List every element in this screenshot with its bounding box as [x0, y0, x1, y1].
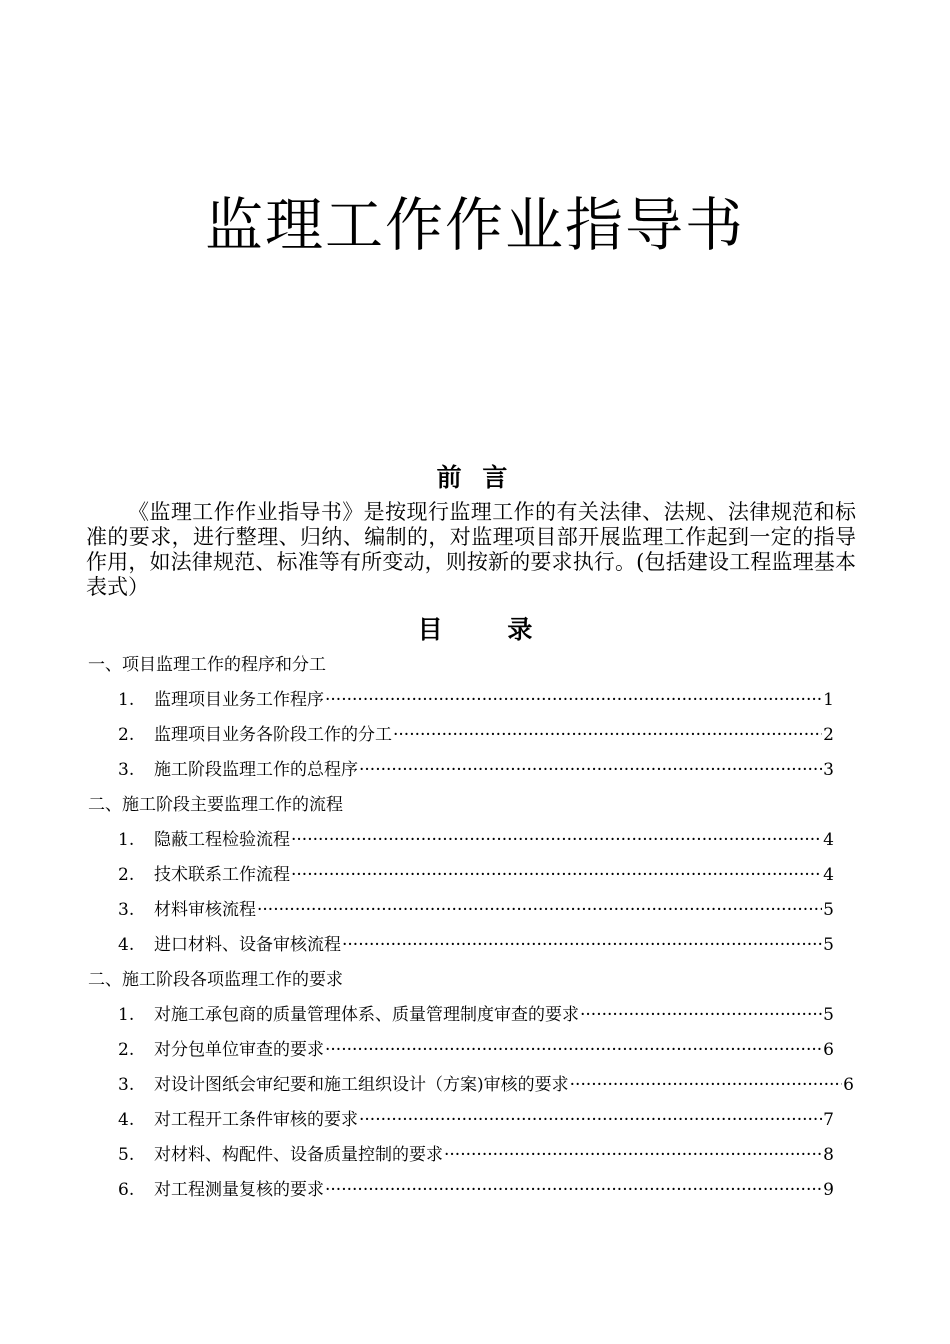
toc-entry-number: 4.	[118, 935, 135, 955]
toc-dot-leader	[359, 1103, 822, 1138]
toc-entry[interactable]	[88, 1033, 834, 1068]
toc-entry-label: 进口材料、设备审核流程	[154, 935, 341, 955]
toc-entry[interactable]	[88, 718, 834, 753]
toc-entry-number: 1.	[118, 690, 135, 710]
preface-heading: 前 言	[436, 463, 514, 492]
toc-entry-number: 6.	[118, 1180, 135, 1200]
toc-entry-number: 3.	[118, 760, 135, 780]
toc-entry-page: 3	[823, 760, 834, 780]
toc-entry-page: 6	[843, 1075, 854, 1095]
toc-entry-number: 4.	[118, 1110, 135, 1130]
toc-dot-leader	[291, 858, 822, 893]
toc-dot-leader	[570, 1068, 843, 1103]
toc-entry[interactable]	[88, 1173, 834, 1208]
toc-entry[interactable]	[88, 1138, 834, 1173]
toc-entry[interactable]	[88, 998, 834, 1033]
toc-entry-label: 监理项目业务各阶段工作的分工	[154, 725, 392, 745]
toc-entry-label: 材料审核流程	[154, 900, 256, 920]
toc-entry-page: 5	[823, 900, 834, 920]
toc-entry-number: 2.	[118, 725, 135, 745]
toc-entry-number: 1.	[118, 830, 135, 850]
toc-entry-page: 1	[823, 690, 834, 710]
toc-entry-label: 对设计图纸会审纪要和施工组织设计（方案)审核的要求	[154, 1075, 569, 1095]
toc-dot-leader	[359, 753, 822, 788]
toc-entry[interactable]	[88, 858, 834, 893]
toc-entry-number: 2.	[118, 865, 135, 885]
toc-entry[interactable]	[88, 1068, 854, 1103]
toc-dot-leader	[444, 1138, 822, 1173]
toc-entry[interactable]	[88, 1103, 834, 1138]
toc-entry-label: 对分包单位审查的要求	[154, 1040, 324, 1060]
toc-heading: 目 录	[417, 615, 561, 644]
toc-entry-label: 对施工承包商的质量管理体系、质量管理制度审查的要求	[154, 1005, 579, 1025]
toc-section-title: 一、项目监理工作的程序和分工	[88, 655, 326, 675]
toc-section-title: 二、施工阶段各项监理工作的要求	[88, 970, 343, 990]
toc-dot-leader	[393, 718, 822, 753]
toc-entry-number: 3.	[118, 900, 135, 920]
toc-dot-leader	[342, 928, 822, 963]
toc-entry-label: 对材料、构配件、设备质量控制的要求	[154, 1145, 443, 1165]
table-of-contents	[88, 648, 854, 1208]
toc-dot-leader	[257, 893, 822, 928]
toc-entry-page: 7	[823, 1110, 834, 1130]
toc-section-title: 二、施工阶段主要监理工作的流程	[88, 795, 343, 815]
toc-entry-label: 对工程测量复核的要求	[154, 1180, 324, 1200]
toc-entry[interactable]	[88, 823, 834, 858]
document-title: 监理工作作业指导书	[204, 190, 745, 259]
toc-dot-leader	[291, 823, 822, 858]
toc-entry-number: 1.	[118, 1005, 135, 1025]
toc-entry-number: 2.	[118, 1040, 135, 1060]
toc-entry-page: 4	[823, 865, 834, 885]
toc-dot-leader	[325, 683, 822, 718]
preface-body: 《监理工作作业指导书》是按现行监理工作的有关法律、法规、法律规范和标准的要求，进行整理、归纳、编制的，对监理项目部开展监理工作起到一定的指导作用，如法律规范、标准等有所变动，则按新的要求执行。(包括建设工程监理基本表式）	[86, 500, 856, 599]
toc-entry-page: 4	[823, 830, 834, 850]
toc-entry[interactable]	[88, 753, 834, 788]
toc-entry-label: 隐蔽工程检验流程	[154, 830, 290, 850]
toc-entry-page: 5	[823, 1005, 834, 1025]
toc-entry-number: 5.	[118, 1145, 135, 1165]
toc-entry-label: 监理项目业务工作程序	[154, 690, 324, 710]
toc-dot-leader	[580, 998, 822, 1033]
toc-dot-leader	[325, 1033, 822, 1068]
toc-entry-label: 施工阶段监理工作的总程序	[154, 760, 358, 780]
toc-entry[interactable]	[88, 928, 834, 963]
toc-entry-page: 8	[823, 1145, 834, 1165]
toc-entry-label: 对工程开工条件审核的要求	[154, 1110, 358, 1130]
toc-entry[interactable]	[88, 893, 834, 928]
toc-entry-page: 9	[823, 1180, 834, 1200]
toc-entry-number: 3.	[118, 1075, 135, 1095]
toc-entry-page: 2	[823, 725, 834, 745]
toc-dot-leader	[325, 1173, 822, 1208]
toc-entry[interactable]	[88, 683, 834, 718]
toc-entry-page: 6	[823, 1040, 834, 1060]
toc-entry-label: 技术联系工作流程	[154, 865, 290, 885]
toc-entry-page: 5	[823, 935, 834, 955]
